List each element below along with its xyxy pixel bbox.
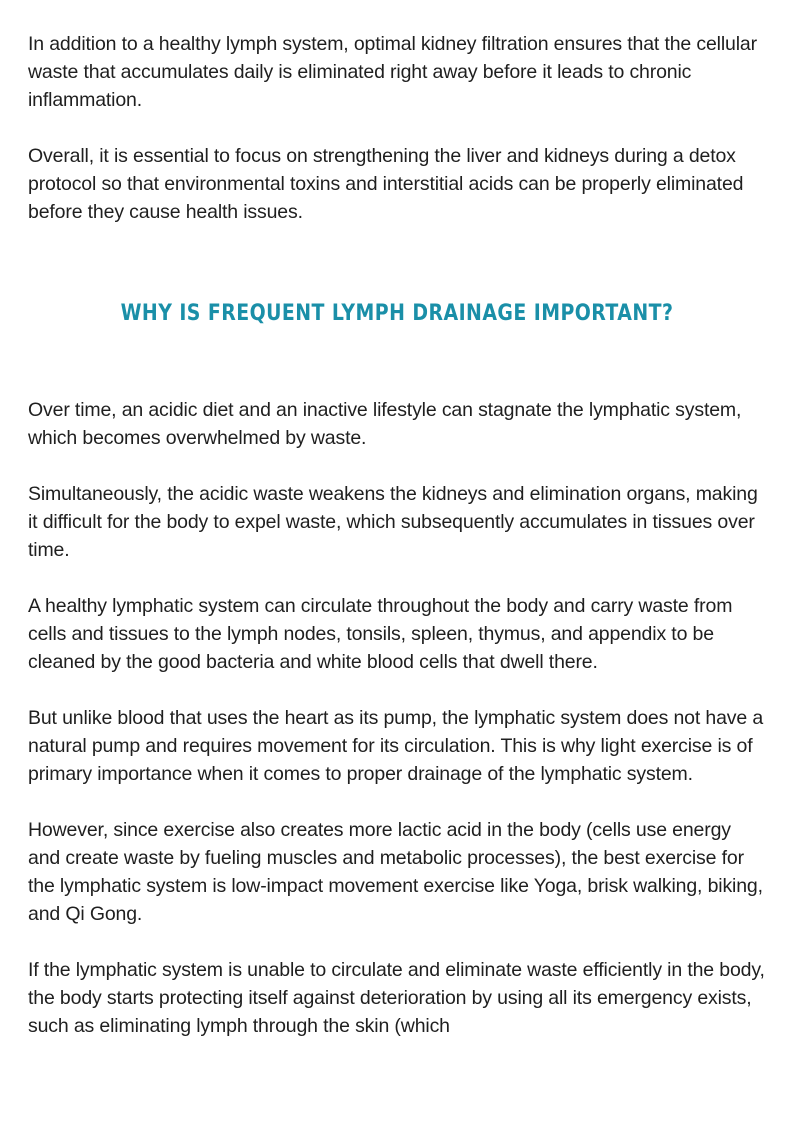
paragraph-spacer xyxy=(28,928,766,956)
paragraph-spacer xyxy=(28,788,766,816)
body-paragraph-emergency-exits: If the lymphatic system is unable to circulate and eliminate waste efficiently in the body, the body starts protecting itself against deterioration by using all its emergency exists, such as eliminating lymph through the skin (which xyxy=(28,959,765,1037)
body-paragraph-healthy-lymph: A healthy lymphatic system can circulate throughout the body and carry waste from cells and tissues to the lymph nodes, tonsils, spleen, thymus, and appendix to be cleaned by the good bacteria and white blood cells that dwell there. xyxy=(28,595,733,673)
body-paragraph-kidneys-weaken: Simultaneously, the acidic waste weakens the kidneys and elimination organs, making it difficult for the body to expel waste, which subsequently accumulates in tissues over time. xyxy=(28,483,758,561)
paragraph-spacer xyxy=(28,452,766,480)
paragraph-spacer xyxy=(28,114,766,142)
body-paragraph-exercise: However, since exercise also creates more lactic acid in the body (cells use energy and create waste by fueling muscles and metabolic processes), the best exercise for the lymphatic system is low-impact movement exercise like Yoga, brisk walking, biking, and Qi Gong. xyxy=(28,819,763,925)
body-paragraph-acidic-diet: Over time, an acidic diet and an inactive lifestyle can stagnate the lymphatic system, which becomes overwhelmed by waste. xyxy=(28,399,742,449)
paragraph-spacer xyxy=(28,676,766,704)
paragraph-spacer xyxy=(28,564,766,592)
intro-paragraph-kidney-filtration: In addition to a healthy lymph system, optimal kidney filtration ensures that the cellular waste that accumulates daily is eliminated right away before it leads to chronic inflammation. xyxy=(28,33,757,111)
section-spacer-bottom xyxy=(28,326,766,396)
section-spacer-top xyxy=(28,226,766,301)
intro-paragraph-liver-kidneys: Overall, it is essential to focus on strengthening the liver and kidneys during a detox protocol so that environmental toxins and interstitial acids can be properly eliminated before they cause health issues. xyxy=(28,145,744,223)
body-paragraph-no-pump: But unlike blood that uses the heart as its pump, the lymphatic system does not have a natural pump and requires movement for its circulation. This is why light exercise is of primary importance when it comes to proper drainage of the lymphatic system. xyxy=(28,707,764,785)
section-heading: WHY IS FREQUENT LYMPH DRAINAGE IMPORTANT? xyxy=(120,301,674,326)
